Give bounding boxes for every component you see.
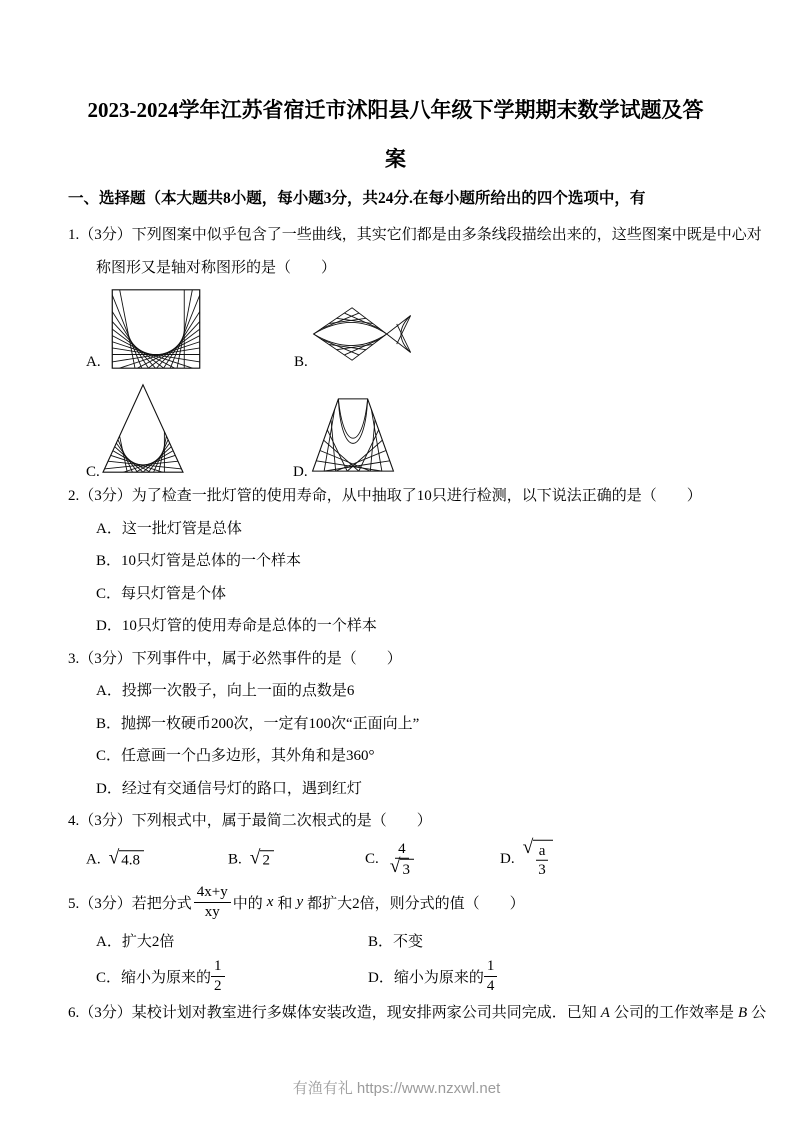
q2-option-a: A．这一批灯管是总体 — [96, 520, 242, 537]
fraction-denominator: xy — [204, 904, 220, 920]
fraction-one-half — [211, 957, 225, 996]
q4-stem: 4.（3分）下列根式中，属于最简二次根式的是（ ） — [68, 813, 432, 829]
q3-stem: 3.（3分）下列事件中，属于必然事件的是（ ） — [68, 650, 402, 667]
variable-x: x — [266, 894, 274, 910]
square-string-art-figure — [110, 288, 202, 370]
q5-stem-mid2: 和 — [277, 896, 293, 912]
q3-option-a: A．投掷一次骰子，向上一面的点数是6 — [96, 683, 355, 699]
option-label: B. — [228, 851, 242, 867]
question-2 — [68, 480, 723, 643]
q5-option-d-text: D．缩小为原来的 — [368, 970, 484, 986]
fraction-one-quarter — [484, 957, 498, 996]
radical-sign: √ — [522, 836, 534, 858]
radicand: 3 — [400, 859, 414, 880]
option-label: A. — [86, 851, 101, 867]
q1-figures — [68, 284, 723, 480]
fraction-numerator: a — [536, 841, 549, 861]
radicand: 4.8 — [119, 850, 144, 869]
radical-sign: √ — [108, 846, 120, 868]
title-line1: 2023-2024学年江苏省宿迁市沭阳县八年级下学期期末数学试题及答 — [87, 98, 704, 122]
q2-option-b: B．10只灯管是总体的一个样本 — [96, 553, 302, 569]
option-label: D. — [500, 851, 515, 867]
fraction-numerator: 4x+y — [194, 883, 231, 903]
fraction-4xy-over-xy — [194, 883, 231, 922]
q3-option-b: B．抛掷一枚硬币200次，一定有100次“正面向上” — [96, 715, 420, 732]
fraction-a-over-3 — [535, 841, 549, 880]
q4-option-d — [500, 836, 553, 880]
q5-stem-prefix: 5.（3分）若把分式 — [68, 896, 192, 912]
q4-option-c — [365, 839, 417, 880]
q6-text3: 公 — [751, 1004, 767, 1021]
variable-company-a: A — [600, 1004, 610, 1021]
q6-text1: 6.（3分）某校计划对教室进行多媒体安装改造，现安排两家公司共同完成．已知 — [68, 1004, 597, 1021]
q5-option-c — [68, 957, 368, 996]
q5-option-d — [368, 957, 723, 996]
q5-option-c-text: C．缩小为原来的 — [96, 970, 212, 986]
figure-d-label: D. — [293, 464, 308, 480]
q6-stem — [68, 997, 767, 1030]
fish-string-art-figure — [312, 300, 416, 368]
fraction-numerator: 1 — [484, 957, 498, 977]
q4-option-a — [86, 846, 144, 870]
figure-c-label: C. — [86, 464, 100, 480]
radical-sign: √ — [249, 846, 261, 868]
radical-sign: √ — [389, 856, 401, 877]
footer-watermark: 有渔有礼 https://www.nzxwl.net — [292, 1080, 501, 1097]
question-6 — [68, 997, 767, 1030]
q1-stem-line2: 称图形又是轴对称图形的是（ ） — [96, 259, 337, 276]
question-1 — [68, 219, 762, 480]
fraction-numerator: 4 — [395, 839, 409, 859]
fraction-denominator: 3 — [538, 862, 546, 878]
triangle-string-art-figure — [100, 382, 186, 475]
question-4 — [68, 805, 723, 882]
variable-y: y — [296, 894, 304, 910]
sqrt-4-8 — [108, 846, 144, 870]
fraction-4-over-sqrt3 — [387, 839, 417, 880]
q4-options-row — [68, 838, 723, 882]
fraction-numerator: 1 — [211, 957, 225, 977]
q1-stem-line1: 1.（3分）下列图案中似乎包含了一些曲线，其实它们都是由多条线段描绘出来的，这些图案中既是中心对 — [68, 227, 762, 243]
page-title — [68, 86, 723, 184]
figure-a-label: A. — [86, 354, 101, 370]
q3-option-d: D．经过有交通信号灯的路口，遇到红灯 — [96, 780, 362, 797]
q5-stem-mid1: 中的 — [232, 896, 263, 912]
q3-option-c: C．任意画一个凸多边形，其外角和是360° — [96, 748, 375, 764]
figure-b-label: B. — [294, 354, 308, 370]
fraction-denominator — [387, 856, 417, 880]
sqrt-3 — [389, 856, 414, 880]
sqrt-a-over-3 — [522, 836, 553, 880]
fraction-denominator: 2 — [214, 978, 222, 994]
title-line2: 案 — [385, 147, 406, 171]
question-3 — [68, 643, 723, 806]
sqrt-2 — [249, 846, 274, 870]
section-heading: 一、选择题（本大题共8小题，每小题3分，共24分.在每小题所给出的四个选项中，有 — [68, 190, 646, 207]
page-content — [0, 86, 793, 1029]
q2-option-c: C．每只灯管是个体 — [96, 585, 227, 602]
fraction-denominator: 4 — [486, 978, 495, 994]
q5-option-b: B．不变 — [368, 933, 424, 950]
q5-stem-suffix: 都扩大2倍，则分式的值（ ） — [307, 896, 525, 912]
question-5 — [68, 882, 723, 997]
radicand — [533, 839, 553, 880]
q5-stem — [68, 882, 723, 924]
vase-string-art-figure — [310, 396, 396, 474]
q5-options-row-ab — [68, 924, 723, 957]
radicand: 2 — [260, 850, 274, 869]
option-label: C. — [365, 851, 379, 867]
variable-company-b: B — [737, 1004, 748, 1021]
q4-option-b — [228, 846, 274, 870]
q5-options-row-cd — [68, 957, 723, 997]
q5-option-a: A．扩大2倍 — [96, 933, 175, 950]
q6-text2: 公司的工作效率是 — [613, 1004, 734, 1021]
q2-stem: 2.（3分）为了检查一批灯管的使用寿命，从中抽取了10只进行检测，以下说法正确的是（ ） — [68, 488, 702, 504]
q2-option-d: D．10只灯管的使用寿命是总体的一个样本 — [96, 618, 377, 634]
